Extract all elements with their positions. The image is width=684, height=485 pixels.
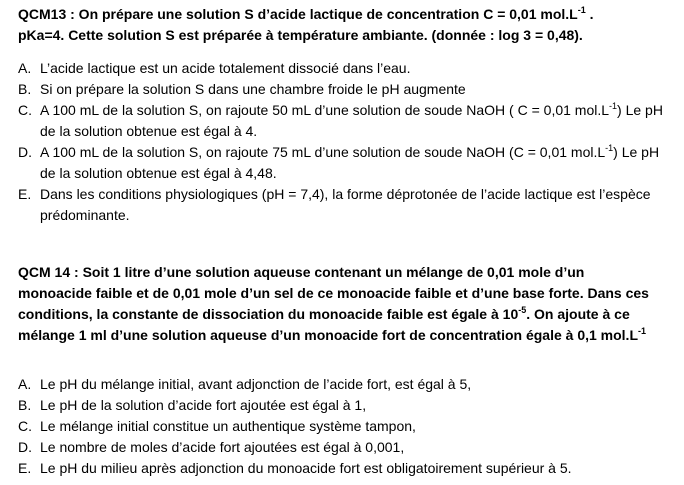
option-text-part: A 100 mL de la solution S, on rajoute 50 mL d’une solution de soude NaOH ( C = 0,01 mol.L [40, 102, 610, 118]
qcm13-option-c [18, 100, 668, 142]
qcm13-title-exponent: -1 [577, 5, 586, 15]
option-text: Le nombre de moles d’acide fort ajoutées est égal à 0,001, [40, 439, 405, 455]
qcm14-option-b [18, 395, 668, 416]
qcm14-title-text-cont: . On ajoute à ce mélange 1 ml d’une solution aqueuse d’un monoacide fort de concentration égale à 0,1 mol.L [18, 306, 638, 343]
option-text: Le pH de la solution d’acide fort ajoutée est égal à 1, [40, 397, 367, 413]
option-letter: B. [18, 397, 32, 413]
qcm14-dissociation-exponent: -5 [518, 305, 527, 315]
qcm13-title-line2: pKa=4. Cette solution S est préparée à température ambiante. (donnée : log 3 = 0,48). [18, 27, 583, 43]
option-exponent: -1 [605, 143, 614, 153]
qcm14-option-e [18, 458, 668, 479]
option-text: Le mélange initial constitue un authentique système tampon, [40, 418, 416, 434]
option-letter: E. [18, 460, 32, 476]
qcm14-option-c [18, 416, 668, 437]
option-text-part: ) Le pH de la solution obtenue est égal à 4. [40, 102, 663, 139]
option-letter: D. [18, 144, 32, 160]
qcm13-option-b [18, 79, 668, 100]
option-text: L’acide lactique est un acide totalement dissocié dans l’eau. [40, 60, 411, 76]
qcm13-option-e [18, 184, 668, 226]
qcm13-option-a [18, 58, 668, 79]
option-letter: A. [18, 376, 32, 392]
option-letter: D. [18, 439, 32, 455]
qcm14-question [18, 262, 658, 346]
option-text-part: A 100 mL de la solution S, on rajoute 75 mL d’une solution de soude NaOH (C = 0,01 mol.L [40, 144, 606, 160]
qcm14-title-exponent: -1 [638, 326, 647, 336]
qcm13-title-text: QCM13 : On prépare une solution S d’acide lactique de concentration C = 0,01 mol.L [18, 6, 578, 22]
qcm14-options [18, 374, 668, 479]
qcm14-title-text: QCM 14 : Soit 1 litre d’une solution aqueuse contenant un mélange de 0,01 mole d’un monoacide faible et de 0,01 mole d’un sel de ce monoacide faible et d’une base forte. Dans ces conditions, la constante de dissociation du monoacide faible est égale à 10 [18, 264, 649, 322]
option-letter: C. [18, 418, 32, 434]
option-text: Le pH du milieu après adjonction du monoacide fort est obligatoirement supérieur à 5. [40, 460, 572, 476]
option-letter: E. [18, 186, 32, 202]
option-letter: B. [18, 81, 32, 97]
option-text: Le pH du mélange initial, avant adjonction de l’acide fort, est égal à 5, [40, 376, 472, 392]
option-letter: C. [18, 102, 32, 118]
qcm13-options [18, 58, 668, 226]
option-letter: A. [18, 60, 32, 76]
qcm13-question [18, 4, 658, 46]
option-text: Dans les conditions physiologiques (pH = 7,4), la forme déprotonée de l’acide lactique est l’espèce prédominante. [40, 186, 651, 223]
option-text-part: ) Le pH de la solution obtenue est égal à 4,48. [40, 144, 660, 181]
option-exponent: -1 [609, 101, 618, 111]
qcm14-option-a [18, 374, 668, 395]
option-text [40, 100, 668, 142]
option-text: Si on prépare la solution S dans une chambre froide le pH augmente [40, 81, 466, 97]
option-text [40, 142, 668, 184]
qcm14-option-d [18, 437, 668, 458]
qcm13-title-end: . [585, 6, 594, 22]
qcm13-option-d [18, 142, 668, 184]
